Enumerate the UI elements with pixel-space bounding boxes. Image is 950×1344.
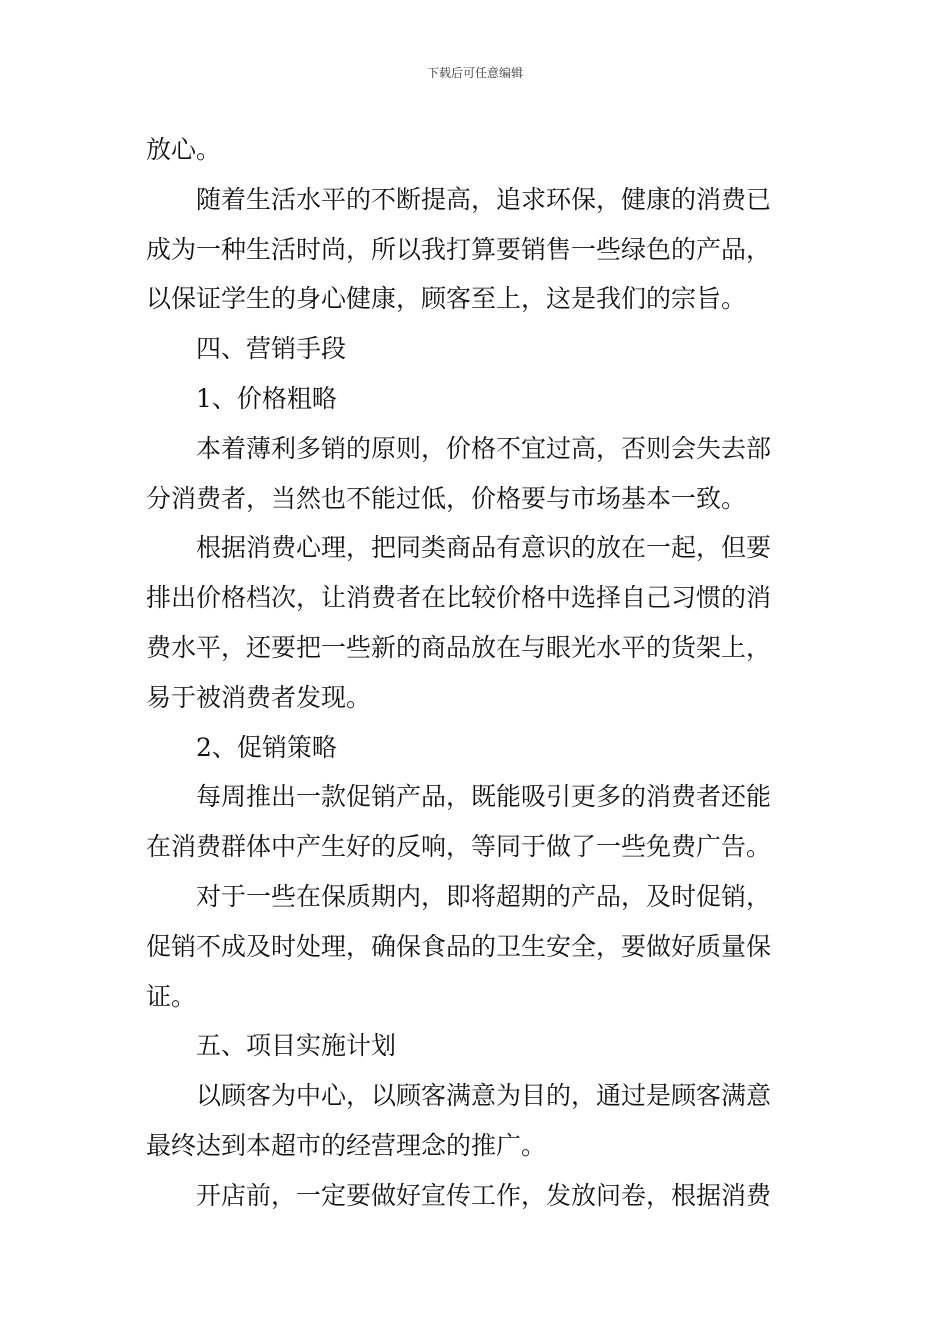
text-line: 每周推出一款促销产品，既能吸引更多的消费者还能: [196, 782, 772, 812]
text-line: 易于被消费者发现。: [146, 682, 372, 712]
text-line: 随着生活水平的不断提高，追求环保，健康的消费已: [196, 184, 772, 214]
text-line: 在消费群体中产生好的反响，等同于做了一些免费广告。: [146, 832, 772, 862]
text-line: 放心。: [146, 135, 222, 164]
text-line: 分消费者，当然也不能过低，价格要与市场基本一致。: [146, 483, 747, 513]
text-line: 1、价格粗略: [196, 383, 337, 413]
text-line: 最终达到本超市的经营理念的推广。: [146, 1130, 547, 1160]
text-line: 以顾客为中心，以顾客满意为目的，通过是顾客满意: [196, 1081, 772, 1111]
text-line: 以保证学生的身心健康，顾客至上，这是我们的宗旨。: [146, 284, 747, 314]
text-line: 2、促销策略: [196, 732, 337, 762]
text-line: 五、项目实施计划: [196, 1031, 397, 1061]
document-body: [146, 125, 808, 1221]
text-line: 对于一些在保质期内，即将超期的产品，及时促销，: [196, 881, 772, 911]
text-line: 促销不成及时处理，确保食品的卫生安全，要做好质量保: [146, 931, 772, 961]
text-line: 排出价格档次，让消费者在比较价格中选择自己习惯的消: [146, 583, 772, 613]
text-line: 证。: [146, 981, 197, 1011]
text-line: 本着薄利多销的原则，价格不宜过高，否则会失去部: [196, 433, 772, 463]
text-line: 成为一种生活时尚，所以我打算要销售一些绿色的产品，: [146, 234, 772, 264]
text-line: 费水平，还要把一些新的商品放在与眼光水平的货架上，: [146, 632, 772, 662]
page-header: 下载后可任意编辑: [426, 66, 523, 80]
text-line: 四、营销手段: [196, 334, 347, 364]
text-line: 根据消费心理，把同类商品有意识的放在一起，但要: [196, 533, 772, 563]
text-line: 开店前，一定要做好宣传工作，发放问卷，根据消费: [196, 1180, 772, 1210]
